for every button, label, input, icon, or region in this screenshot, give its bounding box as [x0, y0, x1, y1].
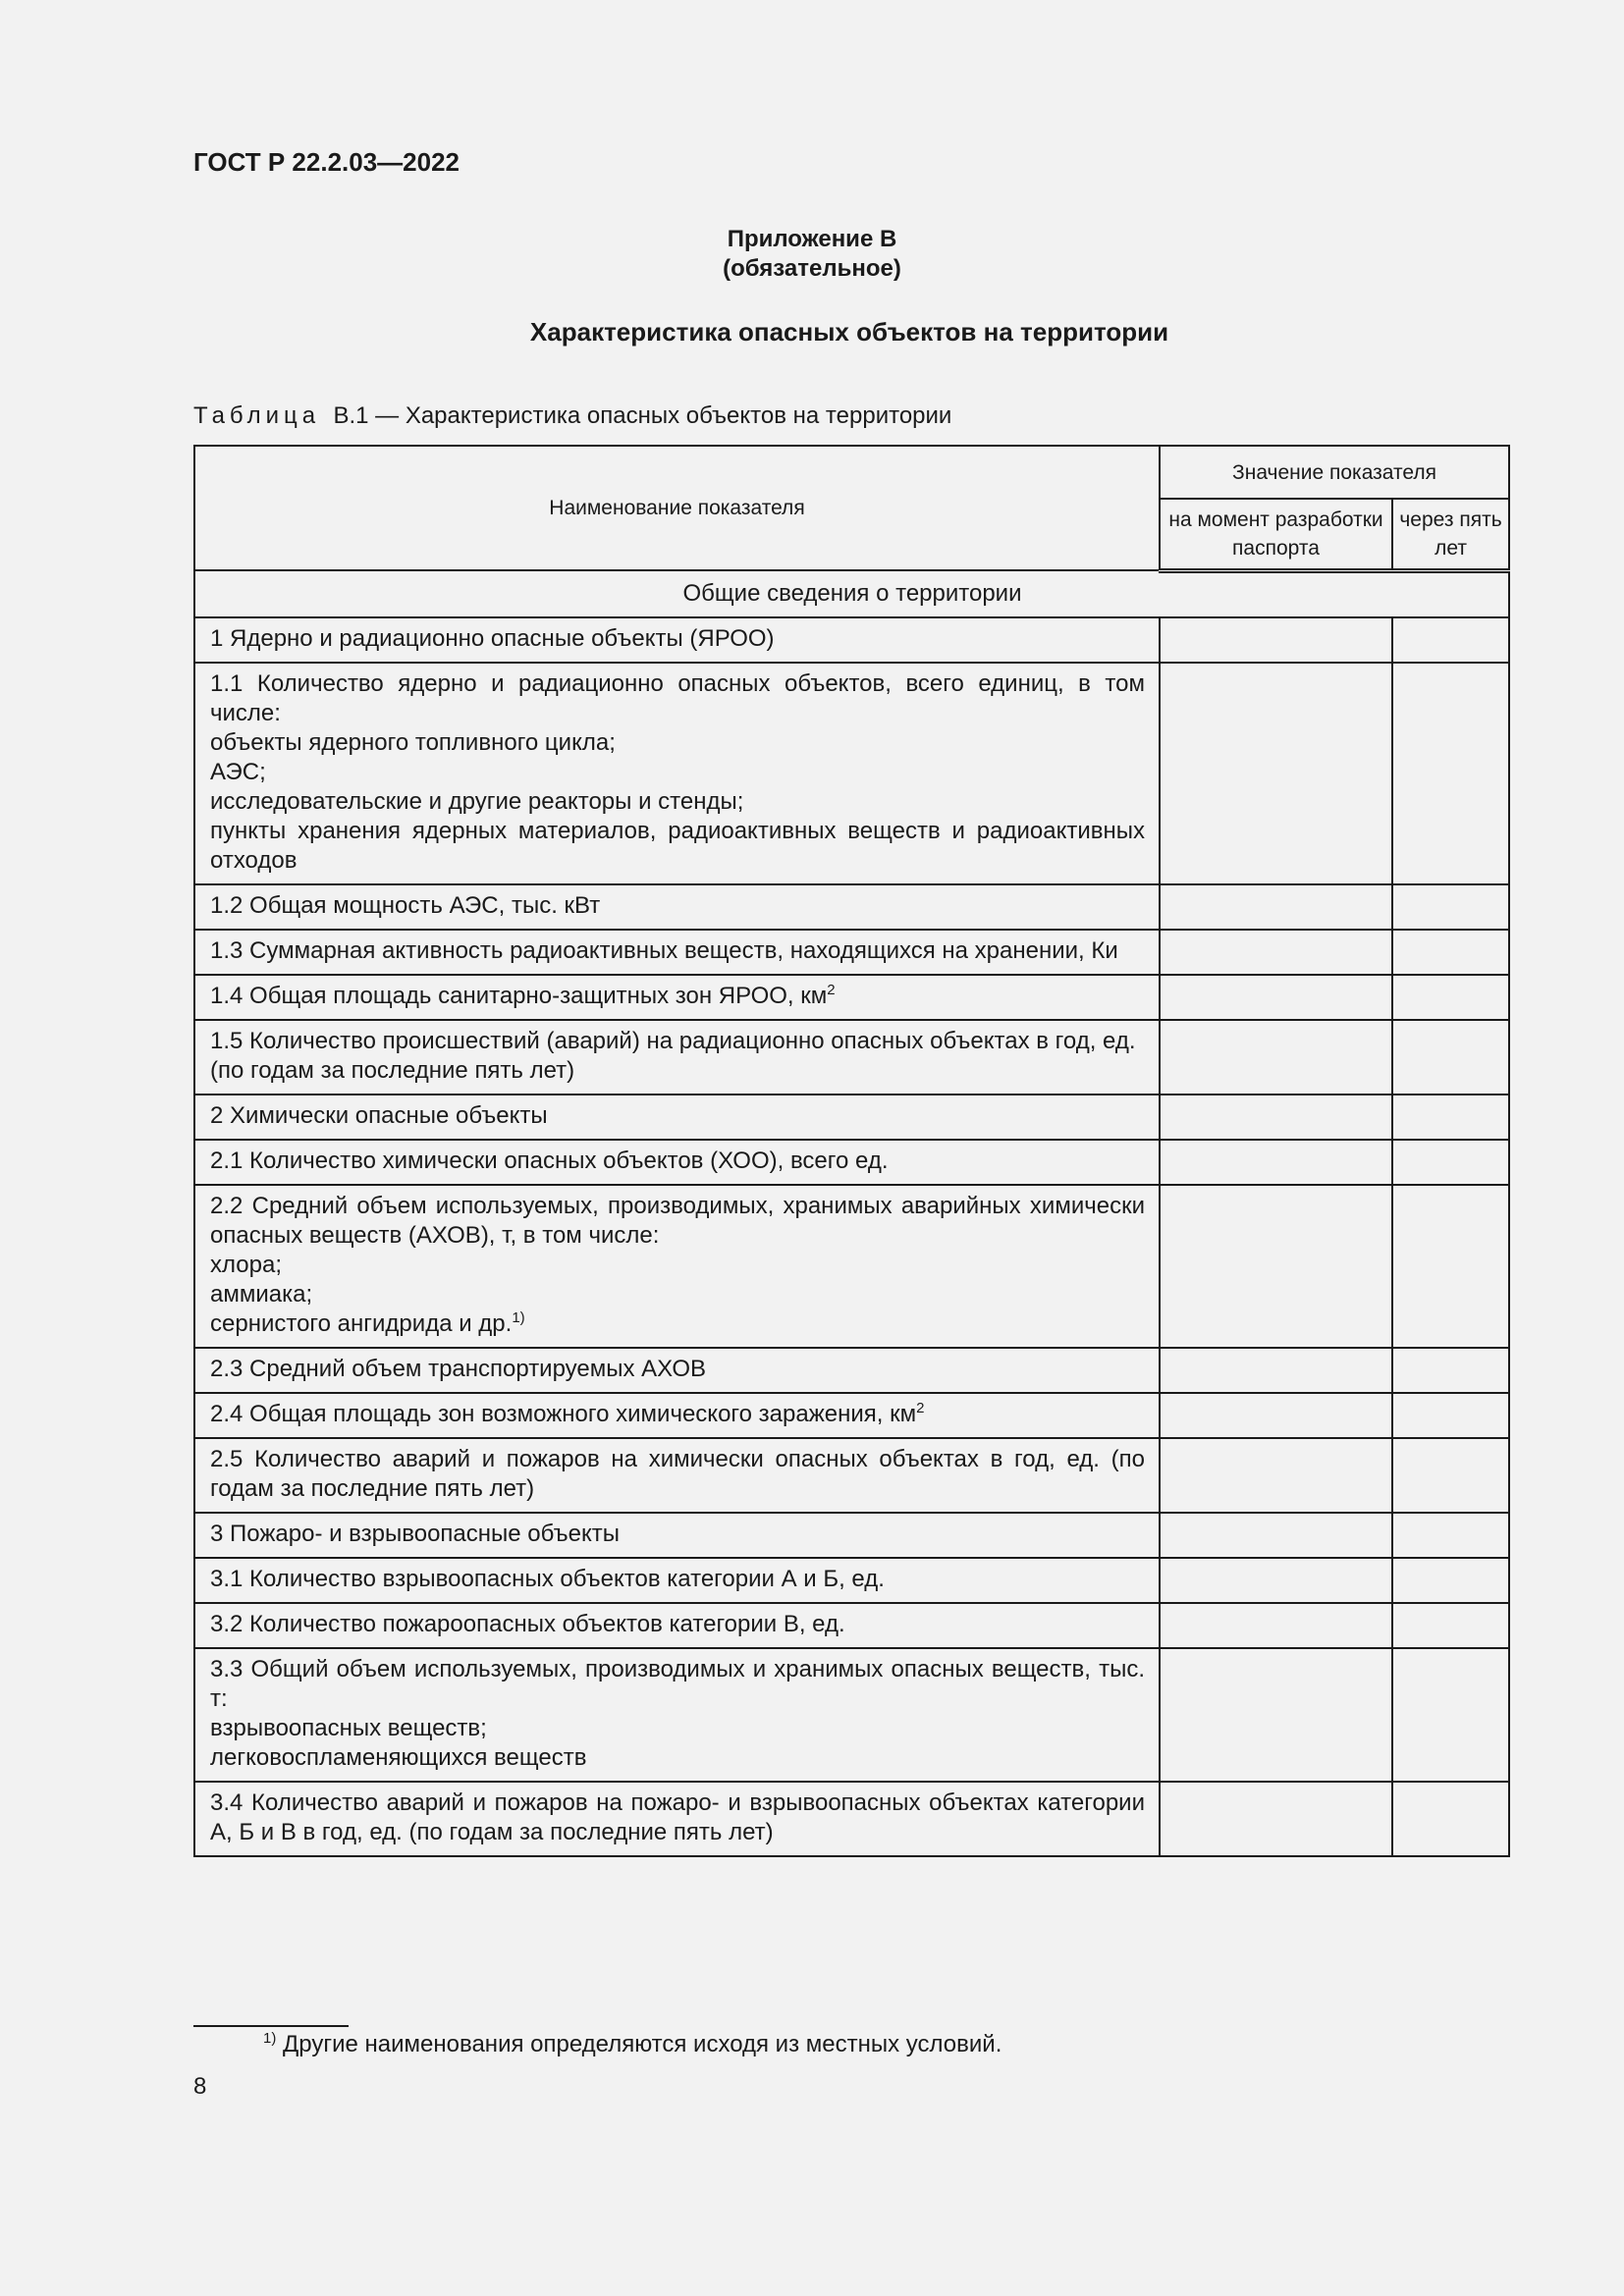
- appendix-heading: [0, 225, 1624, 284]
- value-now-cell[interactable]: [1160, 1393, 1392, 1438]
- indicator-text-line: 1.2 Общая мощность АЭС, тыс. кВт: [210, 891, 601, 919]
- table-caption-text: В.1 — Характеристика опасных объектов на территории: [333, 402, 952, 429]
- footnote-separator: [193, 2025, 349, 2027]
- indicator-text-line: исследовательские и другие реакторы и стенды;: [210, 787, 744, 815]
- indicator-name-cell: [194, 1438, 1160, 1513]
- value-now-cell[interactable]: [1160, 1348, 1392, 1393]
- indicator-name-cell: [194, 884, 1160, 930]
- value-5y-cell[interactable]: [1392, 1648, 1509, 1782]
- indicator-text-line: 1 Ядерно и радиационно опасные объекты (ЯРОО): [210, 624, 775, 652]
- value-now-cell[interactable]: [1160, 1140, 1392, 1185]
- footnote: [263, 2031, 1001, 2058]
- indicator-text-line: 2.3 Средний объем транспортируемых АХОВ: [210, 1355, 707, 1382]
- indicator-name-cell: [194, 1020, 1160, 1095]
- table-row: [194, 975, 1509, 1020]
- table-row: [194, 1185, 1509, 1348]
- value-5y-cell[interactable]: [1392, 1603, 1509, 1648]
- value-5y-cell[interactable]: [1392, 1513, 1509, 1558]
- indicator-text-line: 2 Химически опасные объекты: [210, 1101, 548, 1129]
- table-row: [194, 884, 1509, 930]
- indicator-text-line: 3.3 Общий объем используемых, производимых и хранимых опасных веществ, тыс. т:: [210, 1655, 1145, 1712]
- document-code: ГОСТ Р 22.2.03—2022: [193, 147, 460, 177]
- indicator-text-line: АЭС;: [210, 758, 266, 785]
- value-now-cell[interactable]: [1160, 1095, 1392, 1140]
- value-5y-cell[interactable]: [1392, 1185, 1509, 1348]
- table-caption: [193, 402, 951, 430]
- value-now-cell[interactable]: [1160, 1185, 1392, 1348]
- indicator-name-cell: [194, 1140, 1160, 1185]
- table-row: [194, 1648, 1509, 1782]
- header-value-group: Значение показателя: [1160, 446, 1509, 499]
- indicator-text-line: 3 Пожаро- и взрывоопасные объекты: [210, 1520, 620, 1547]
- value-5y-cell[interactable]: [1392, 1095, 1509, 1140]
- value-5y-cell[interactable]: [1392, 1393, 1509, 1438]
- superscript: 2: [827, 981, 836, 998]
- table-row: [194, 1513, 1509, 1558]
- indicator-name-cell: [194, 663, 1160, 884]
- indicator-text: сернистого ангидрида и др.: [210, 1309, 513, 1337]
- indicator-name-cell: [194, 1648, 1160, 1782]
- value-now-cell[interactable]: [1160, 1558, 1392, 1603]
- indicator-text-line: [210, 1309, 1145, 1339]
- indicator-text-line: объекты ядерного топливного цикла;: [210, 728, 616, 756]
- header-indicator-name: Наименование показателя: [194, 446, 1160, 570]
- indicator-text-line: 3.4 Количество аварий и пожаров на пожаро- и взрывоопасных объектах категории А, Б и В в год, ед. (по годам за последние пять лет): [210, 1789, 1145, 1845]
- value-5y-cell[interactable]: [1392, 1558, 1509, 1603]
- value-5y-cell[interactable]: [1392, 975, 1509, 1020]
- indicator-text-line: 1.3 Суммарная активность радиоактивных веществ, находящихся на хранении, Ки: [210, 936, 1118, 964]
- indicator-text: 2.4 Общая площадь зон возможного химического заражения, км: [210, 1400, 917, 1427]
- indicator-name-cell: [194, 1095, 1160, 1140]
- table-row: [194, 1393, 1509, 1438]
- table-row: [194, 1140, 1509, 1185]
- indicator-text-line: [210, 982, 1145, 1011]
- indicator-name-cell: [194, 1513, 1160, 1558]
- value-5y-cell[interactable]: [1392, 617, 1509, 663]
- indicator-text-line: пункты хранения ядерных материалов, радиоактивных веществ и радиоактивных отходов: [210, 817, 1145, 874]
- indicator-text-line: 2.2 Средний объем используемых, производимых, хранимых аварийных химически опасных веществ (АХОВ), т, в том числе:: [210, 1192, 1145, 1249]
- indicator-name-cell: [194, 1348, 1160, 1393]
- value-now-cell[interactable]: [1160, 1438, 1392, 1513]
- indicator-text-line: аммиака;: [210, 1280, 313, 1308]
- value-now-cell[interactable]: [1160, 1648, 1392, 1782]
- table-row: [194, 1782, 1509, 1856]
- header-value-5y: через пять лет: [1392, 499, 1509, 570]
- indicator-name-cell: [194, 1393, 1160, 1438]
- indicator-text-line: 2.1 Количество химически опасных объектов (ХОО), всего ед.: [210, 1147, 889, 1174]
- indicator-name-cell: [194, 1185, 1160, 1348]
- indicator-text-line: 2.5 Количество аварий и пожаров на химически опасных объектах в год, ед. (по годам за последние пять лет): [210, 1445, 1145, 1502]
- indicator-name-cell: [194, 1782, 1160, 1856]
- value-5y-cell[interactable]: [1392, 1020, 1509, 1095]
- section-row-general: Общие сведения о территории: [194, 570, 1509, 617]
- section-title: Характеристика опасных объектов на территории: [529, 317, 1169, 347]
- value-now-cell[interactable]: [1160, 617, 1392, 663]
- table-body: [194, 617, 1509, 1856]
- table-row: [194, 617, 1509, 663]
- indicator-text-line: легковоспламеняющихся веществ: [210, 1743, 587, 1771]
- value-5y-cell[interactable]: [1392, 663, 1509, 884]
- header-value-now: на момент разработки паспорта: [1160, 499, 1392, 570]
- value-now-cell[interactable]: [1160, 1603, 1392, 1648]
- indicator-text-line: (по годам за последние пять лет): [210, 1056, 575, 1084]
- footnote-marker: 1): [263, 2030, 277, 2047]
- table-row: [194, 1438, 1509, 1513]
- table-caption-prefix: Таблица: [193, 402, 321, 429]
- value-5y-cell[interactable]: [1392, 884, 1509, 930]
- appendix-status: (обязательное): [723, 255, 901, 282]
- value-5y-cell[interactable]: [1392, 1140, 1509, 1185]
- indicator-name-cell: [194, 930, 1160, 975]
- value-5y-cell[interactable]: [1392, 1438, 1509, 1513]
- footnote-text: Другие наименования определяются исходя из местных условий.: [283, 2031, 1002, 2057]
- table-row: [194, 663, 1509, 884]
- value-5y-cell[interactable]: [1392, 1348, 1509, 1393]
- indicator-name-cell: [194, 1558, 1160, 1603]
- indicator-name-cell: [194, 1603, 1160, 1648]
- indicator-text-line: 3.1 Количество взрывоопасных объектов категории А и Б, ед.: [210, 1565, 885, 1592]
- hazard-table: [193, 445, 1510, 1857]
- value-now-cell[interactable]: [1160, 930, 1392, 975]
- superscript: 2: [916, 1399, 925, 1416]
- indicator-text-line: 1.5 Количество происшествий (аварий) на радиационно опасных объектах в год, ед.: [210, 1027, 1136, 1054]
- indicator-name-cell: [194, 975, 1160, 1020]
- value-now-cell[interactable]: [1160, 1513, 1392, 1558]
- indicator-text-line: хлора;: [210, 1251, 282, 1278]
- indicator-text-line: 1.1 Количество ядерно и радиационно опасных объектов, всего единиц, в том числе:: [210, 669, 1145, 726]
- value-now-cell[interactable]: [1160, 663, 1392, 884]
- value-5y-cell[interactable]: [1392, 930, 1509, 975]
- value-5y-cell[interactable]: [1392, 1782, 1509, 1856]
- table-row: [194, 1020, 1509, 1095]
- indicator-text-line: 3.2 Количество пожароопасных объектов категории В, ед.: [210, 1610, 845, 1637]
- page-number: 8: [193, 2073, 207, 2100]
- appendix-title: Приложение В: [727, 226, 897, 252]
- indicator-name-cell: [194, 617, 1160, 663]
- table-row: [194, 1348, 1509, 1393]
- value-now-cell[interactable]: [1160, 975, 1392, 1020]
- table-row: [194, 1095, 1509, 1140]
- indicator-text-line: [210, 1400, 1145, 1429]
- value-now-cell[interactable]: [1160, 1020, 1392, 1095]
- table-row: [194, 1603, 1509, 1648]
- table-row: [194, 1558, 1509, 1603]
- value-now-cell[interactable]: [1160, 884, 1392, 930]
- indicator-text-line: взрывоопасных веществ;: [210, 1714, 487, 1741]
- value-now-cell[interactable]: [1160, 1782, 1392, 1856]
- indicator-text: 1.4 Общая площадь санитарно-защитных зон ЯРОО, км: [210, 982, 828, 1009]
- table-row: [194, 930, 1509, 975]
- superscript: 1): [512, 1308, 525, 1326]
